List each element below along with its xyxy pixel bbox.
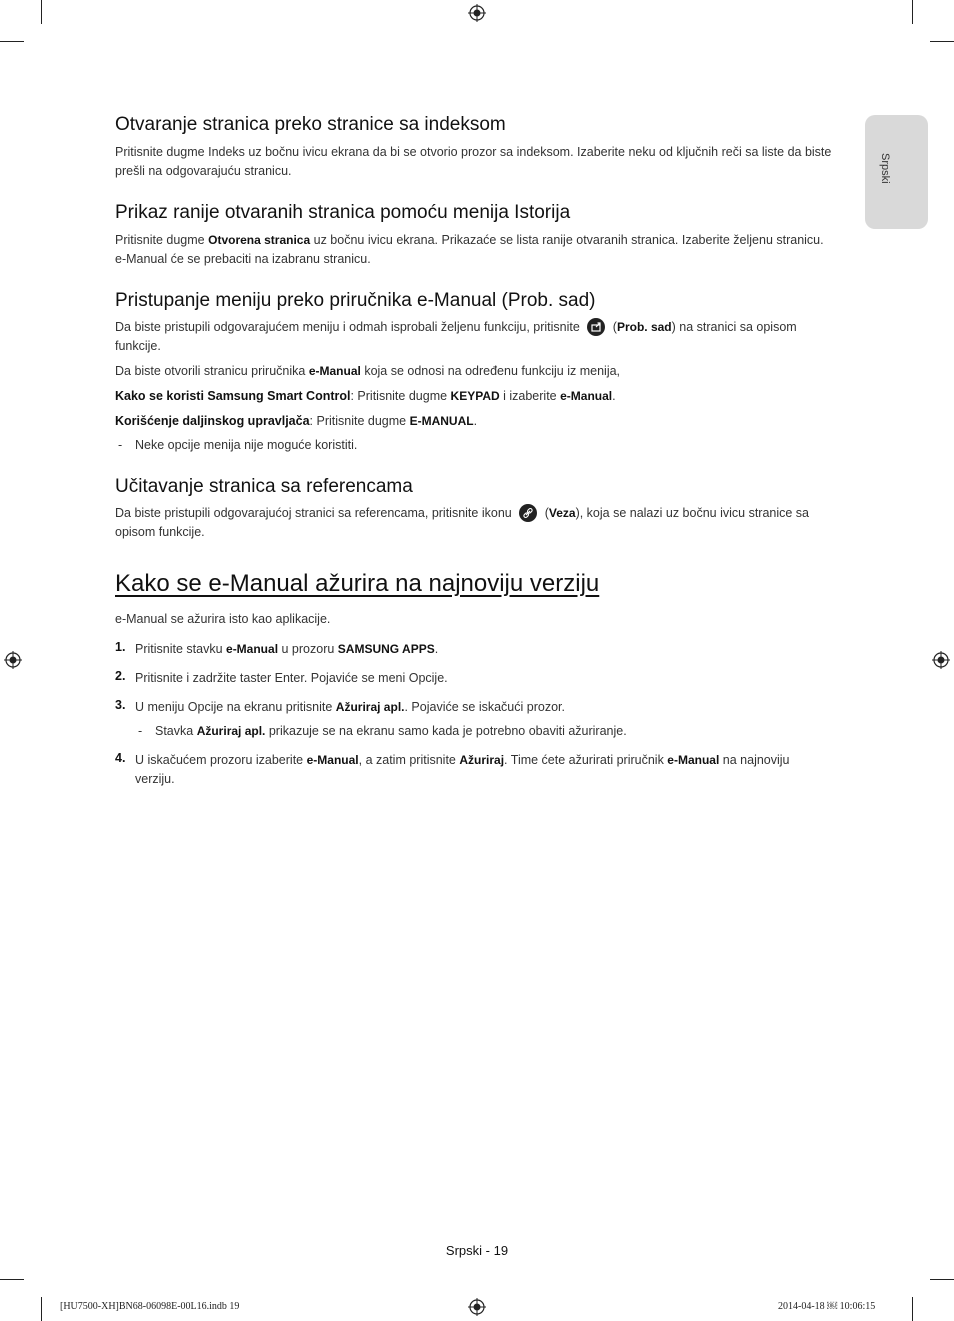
note-dash: - — [118, 438, 123, 452]
section-paragraph: Da biste pristupili odgovarajućem meniju i odmah isprobali željenu funkciju, pritisnite (Prob. sad) na stranici sa opisom funkcije. — [115, 318, 835, 356]
registration-mark-icon — [468, 4, 486, 22]
step-number: 2. — [115, 669, 126, 683]
step-text: Pritisnite i zadržite taster Enter. Pojaviće se meni Opcije. — [135, 671, 448, 685]
print-footer-right: 2014-04-18 ￼ 10:06:15 — [778, 1301, 876, 1312]
crop-mark — [0, 1279, 24, 1280]
step-text: Pritisnite stavku e-Manual u prozoru SAMSUNG APPS. — [135, 642, 439, 656]
main-heading: Kako se e-Manual ažurira na najnoviju verziju — [115, 570, 600, 597]
link-icon — [519, 504, 537, 522]
section-paragraph: Korišćenje daljinskog upravljača: Pritisnite dugme E-MANUAL. — [115, 414, 478, 428]
section-paragraph: Pritisnite dugme Otvorena stranica uz bočnu ivicu ekrana. Prikazaće se lista ranije otvaranih stranica. Izaberite željenu stranicu. e-Manual će se prebaciti na izabranu stranicu. — [115, 233, 824, 266]
section-paragraph: Kako se koristi Samsung Smart Control: Pritisnite dugme KEYPAD i izaberite e-Manual. — [115, 389, 616, 403]
section-paragraph: Pritisnite dugme Indeks uz bočnu ivicu ekrana da bi se otvorio prozor sa indeksom. Izaberite neku od ključnih reči sa liste da biste prešli na odgovarajuću stranicu. — [115, 145, 832, 178]
crop-mark — [912, 0, 913, 24]
crop-mark — [41, 1297, 42, 1321]
step-text: U meniju Opcije na ekranu pritisnite Ažuriraj apl.. Pojaviće se iskačući prozor. — [135, 700, 565, 714]
registration-mark-icon — [4, 651, 22, 669]
section-heading-try-now: Pristupanje meniju preko priručnika e-Manual (Prob. sad) — [115, 290, 596, 311]
print-footer-left: [HU7500-XH]BN68-06098E-00L16.indb 19 — [60, 1301, 240, 1312]
crop-mark — [912, 1297, 913, 1321]
note-dash: - — [138, 724, 143, 738]
step-text: U iskačućem prozoru izaberite e-Manual, a zatim pritisnite Ažuriraj. Time ćete ažurirati priručnik e-Manual na najnoviju verziju. — [135, 753, 790, 786]
step-number: 4. — [115, 751, 126, 765]
crop-mark — [0, 41, 24, 42]
section-heading-history: Prikaz ranije otvaranih stranica pomoću menija Istorija — [115, 202, 571, 223]
section-heading-references: Učitavanje stranica sa referencama — [115, 476, 413, 497]
crop-mark — [930, 1279, 954, 1280]
section-paragraph: Da biste otvorili stranicu priručnika e-Manual koja se odnosi na određenu funkciju iz menija, — [115, 364, 621, 378]
language-side-tab — [865, 115, 928, 229]
step-number: 3. — [115, 698, 126, 712]
language-side-tab-label: Srpski — [879, 153, 891, 184]
crop-mark — [930, 41, 954, 42]
page-number: Srpski - 19 — [445, 1243, 509, 1258]
main-intro: e-Manual se ažurira isto kao aplikacije. — [115, 612, 331, 626]
try-now-icon — [587, 318, 605, 336]
registration-mark-icon — [932, 651, 950, 669]
step-note: Stavka Ažuriraj apl. prikazuje se na ekranu samo kada je potrebno obaviti ažuriranje. — [155, 724, 627, 738]
step-number: 1. — [115, 640, 126, 654]
registration-mark-icon — [468, 1298, 486, 1316]
section-heading-index: Otvaranje stranica preko stranice sa indeksom — [115, 114, 506, 135]
section-paragraph: Da biste pristupili odgovarajućoj stranici sa referencama, pritisnite ikonu (Veza), koja se nalazi uz bočnu ivicu stranice sa opisom funkcije. — [115, 504, 835, 542]
crop-mark — [41, 0, 42, 24]
note-text: Neke opcije menija nije moguće koristiti. — [135, 438, 358, 452]
